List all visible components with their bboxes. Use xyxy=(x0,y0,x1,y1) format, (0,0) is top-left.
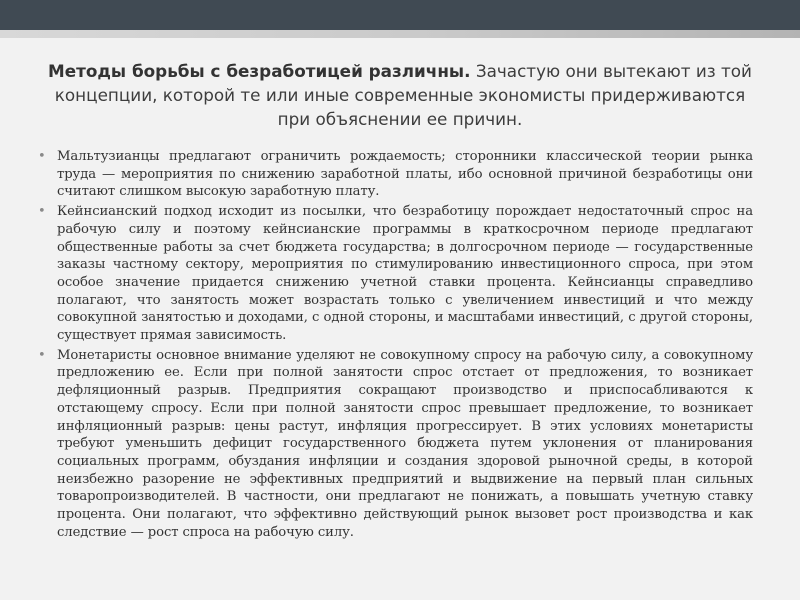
bullet-text: Кейнсианский подход исходит из посылки, что безработицу порождает недостаточный спрос на рабочую силу и поэтому кейнсианские программы в краткосрочном периоде предлагают общественные работы за счет бюджета государства; в долгосрочном периоде — государственные заказы частному сектору, мероприятия по стимулированию инвестиционного спроса, при этом особое значение придается снижению учетной ставки процента. Кейнсианцы справедливо полагают, что занятость может возрастать только с увеличением инвестиций и что между совокупной занятостью и доходами, с одной стороны, и масштабами инвестиций, с другой стороны, существует прямая зависимость. xyxy=(57,204,753,344)
bullet-item-malthusians xyxy=(38,148,753,201)
bullet-text: Монетаристы основное внимание уделяют не совокупному спросу на рабочую силу, а совокупному предложению ее. Если при полной занятости спрос отстает от предложения, то возникает дефляционный разрыв. Предприятия сокращают производство и приспосабливаются к отстающему спросу. Если при полной занятости спрос превышает предложение, то возникает инфляционный разрыв: цены растут, инфляция прогрессирует. В этих условиях монетаристы требуют уменьшить дефицит государственного бюджета путем уклонения от планирования социальных программ, обуздания инфляции и создания здоровой рыночной среды, в которой неизбежно разорение не эффективных предприятий и выдвижение на первый план сильных товаропроизводителей. В частности, они предлагают не понижать, а повышать учетную ставку процента. Они полагают, что эффективно действующий рынок вызовет рост производства и как следствие — рост спроса на рабочую силу. xyxy=(57,347,753,540)
bullet-marker: • xyxy=(38,347,46,363)
header-stripe xyxy=(0,30,800,38)
title-rest: Зачастую они вытекают из той концепции, которой те или иные современные экономисты придерживаются при объяснении ее причин. xyxy=(54,61,752,129)
bullet-marker: • xyxy=(38,149,46,164)
slide-title xyxy=(40,59,760,131)
top-header-bar xyxy=(0,0,800,30)
bullet-list xyxy=(38,148,753,543)
bullet-item-monetarists xyxy=(38,347,753,542)
bullet-item-keynesian xyxy=(38,203,753,345)
bullet-text: Мальтузианцы предлагают ограничить рождаемость; сторонники классической теории рынка труда — мероприятия по снижению заработной платы, ибо основной причиной безработицы они считают слишком высокую заработную плату. xyxy=(57,149,753,200)
bullet-marker: • xyxy=(38,204,46,220)
title-bold: Методы борьбы с безработицей различны. xyxy=(48,61,471,81)
